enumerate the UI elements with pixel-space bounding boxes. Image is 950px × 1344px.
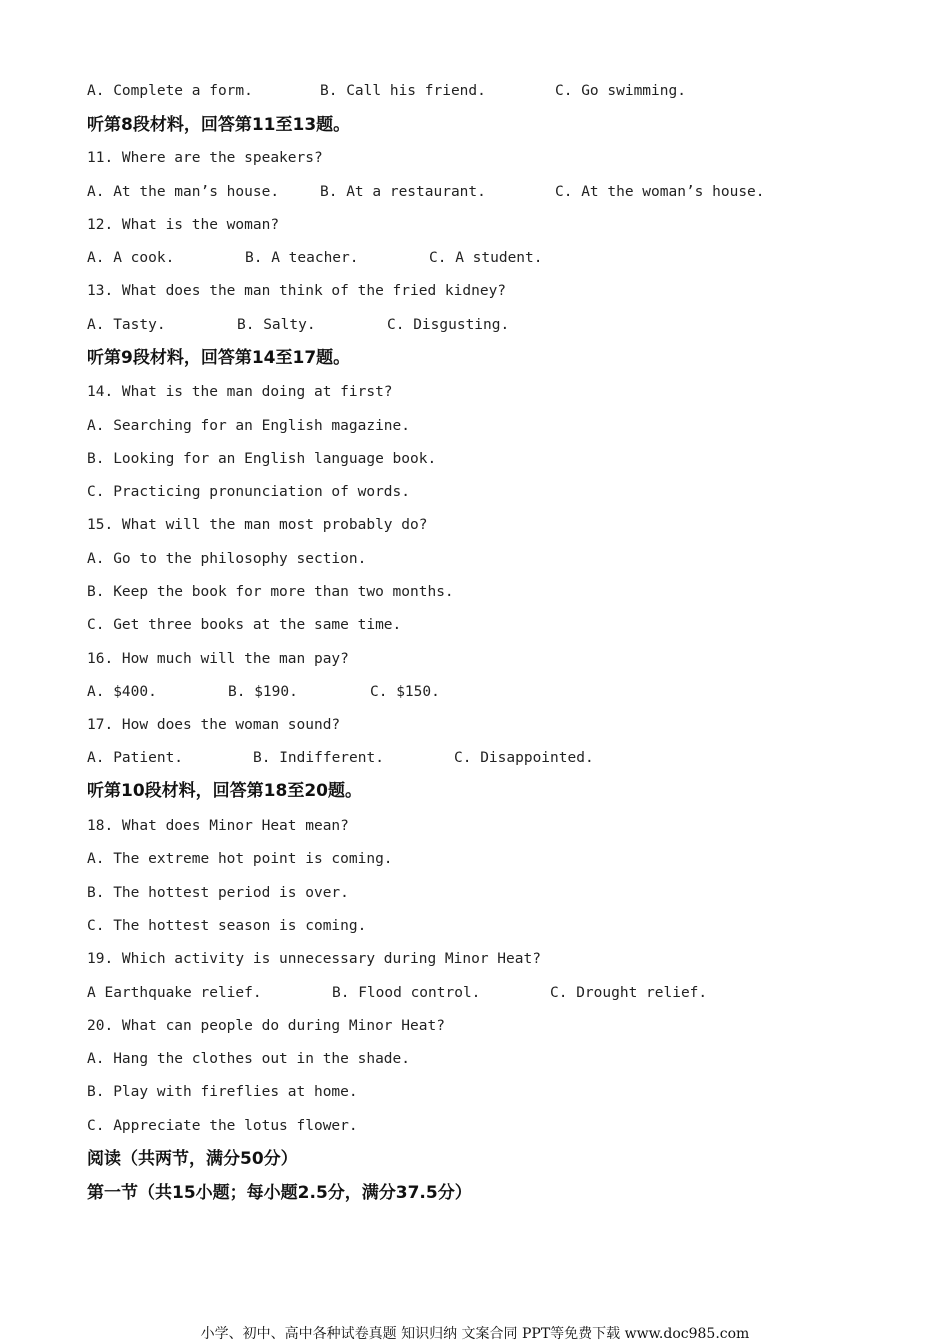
q12-options xyxy=(87,248,543,268)
q20-option-b: B. Play with fireflies at home. xyxy=(87,1084,358,1100)
q20-option-c: C. Appreciate the lotus flower. xyxy=(87,1118,358,1134)
option-b: B. $190. xyxy=(228,684,298,700)
q18-option-a: A. The extreme hot point is coming. xyxy=(87,851,393,867)
question-13: 13. What does the man think of the fried kidney? xyxy=(87,283,507,299)
option-a: A. $400. xyxy=(87,684,157,700)
question-15: 15. What will the man most probably do? xyxy=(87,517,428,533)
q15-option-c: C. Get three books at the same time. xyxy=(87,617,402,633)
section-9-heading: 听第9段材料，回答第14至17题。 xyxy=(87,348,351,368)
option-c: C. At the woman’s house. xyxy=(555,184,765,200)
reading-title: 阅读（共两节，满分50分） xyxy=(87,1149,298,1169)
option-c: C. Disappointed. xyxy=(454,750,594,766)
option-b: B. Flood control. xyxy=(332,985,481,1001)
question-14: 14. What is the man doing at first? xyxy=(87,384,393,400)
q17-options xyxy=(87,748,594,768)
option-a: A. Complete a form. xyxy=(87,83,253,99)
question-16: 16. How much will the man pay? xyxy=(87,651,349,667)
option-b: B. A teacher. xyxy=(245,250,359,266)
reading-section-1: 第一节（共15小题；每小题2.5分，满分37.5分） xyxy=(87,1183,472,1203)
q16-options xyxy=(87,682,440,702)
q14-option-b: B. Looking for an English language book. xyxy=(87,451,437,467)
q18-option-c: C. The hottest season is coming. xyxy=(87,918,367,934)
option-b: B. Call his friend. xyxy=(320,83,486,99)
question-12: 12. What is the woman? xyxy=(87,217,280,233)
question-18: 18. What does Minor Heat mean? xyxy=(87,818,349,834)
question-20: 20. What can people do during Minor Heat? xyxy=(87,1018,445,1034)
q18-option-b: B. The hottest period is over. xyxy=(87,885,349,901)
option-a: A. Tasty. xyxy=(87,317,166,333)
option-b: B. At a restaurant. xyxy=(320,184,486,200)
option-c: C. A student. xyxy=(429,250,543,266)
option-a: A. At the man’s house. xyxy=(87,184,280,200)
q13-options xyxy=(87,315,510,335)
question-11: 11. Where are the speakers? xyxy=(87,150,323,166)
option-b: B. Salty. xyxy=(237,317,316,333)
option-a: A. A cook. xyxy=(87,250,175,266)
section-8-heading: 听第8段材料，回答第11至13题。 xyxy=(87,115,351,135)
q15-option-a: A. Go to the philosophy section. xyxy=(87,551,367,567)
q14-option-a: A. Searching for an English magazine. xyxy=(87,418,411,434)
option-c: C. Disgusting. xyxy=(387,317,510,333)
q14-option-c: C. Practicing pronunciation of words. xyxy=(87,484,411,500)
section-10-heading: 听第10段材料，回答第18至20题。 xyxy=(87,781,362,801)
option-a: A. Patient. xyxy=(87,750,184,766)
q20-option-a: A. Hang the clothes out in the shade. xyxy=(87,1051,411,1067)
question-17: 17. How does the woman sound? xyxy=(87,717,341,733)
option-a: A Earthquake relief. xyxy=(87,985,262,1001)
q10-options xyxy=(87,81,686,101)
option-c: C. Go swimming. xyxy=(555,83,686,99)
option-b: B. Indifferent. xyxy=(253,750,384,766)
q15-option-b: B. Keep the book for more than two months. xyxy=(87,584,454,600)
question-19: 19. Which activity is unnecessary during Minor Heat? xyxy=(87,951,541,967)
footer-text: 小学、初中、高中各种试卷真题 知识归纳 文案合同 PPT等免费下载 www.doc985.com xyxy=(200,1326,750,1342)
option-c: C. Drought relief. xyxy=(550,985,708,1001)
q11-options xyxy=(87,182,765,202)
option-c: C. $150. xyxy=(370,684,440,700)
q19-options xyxy=(87,983,708,1003)
